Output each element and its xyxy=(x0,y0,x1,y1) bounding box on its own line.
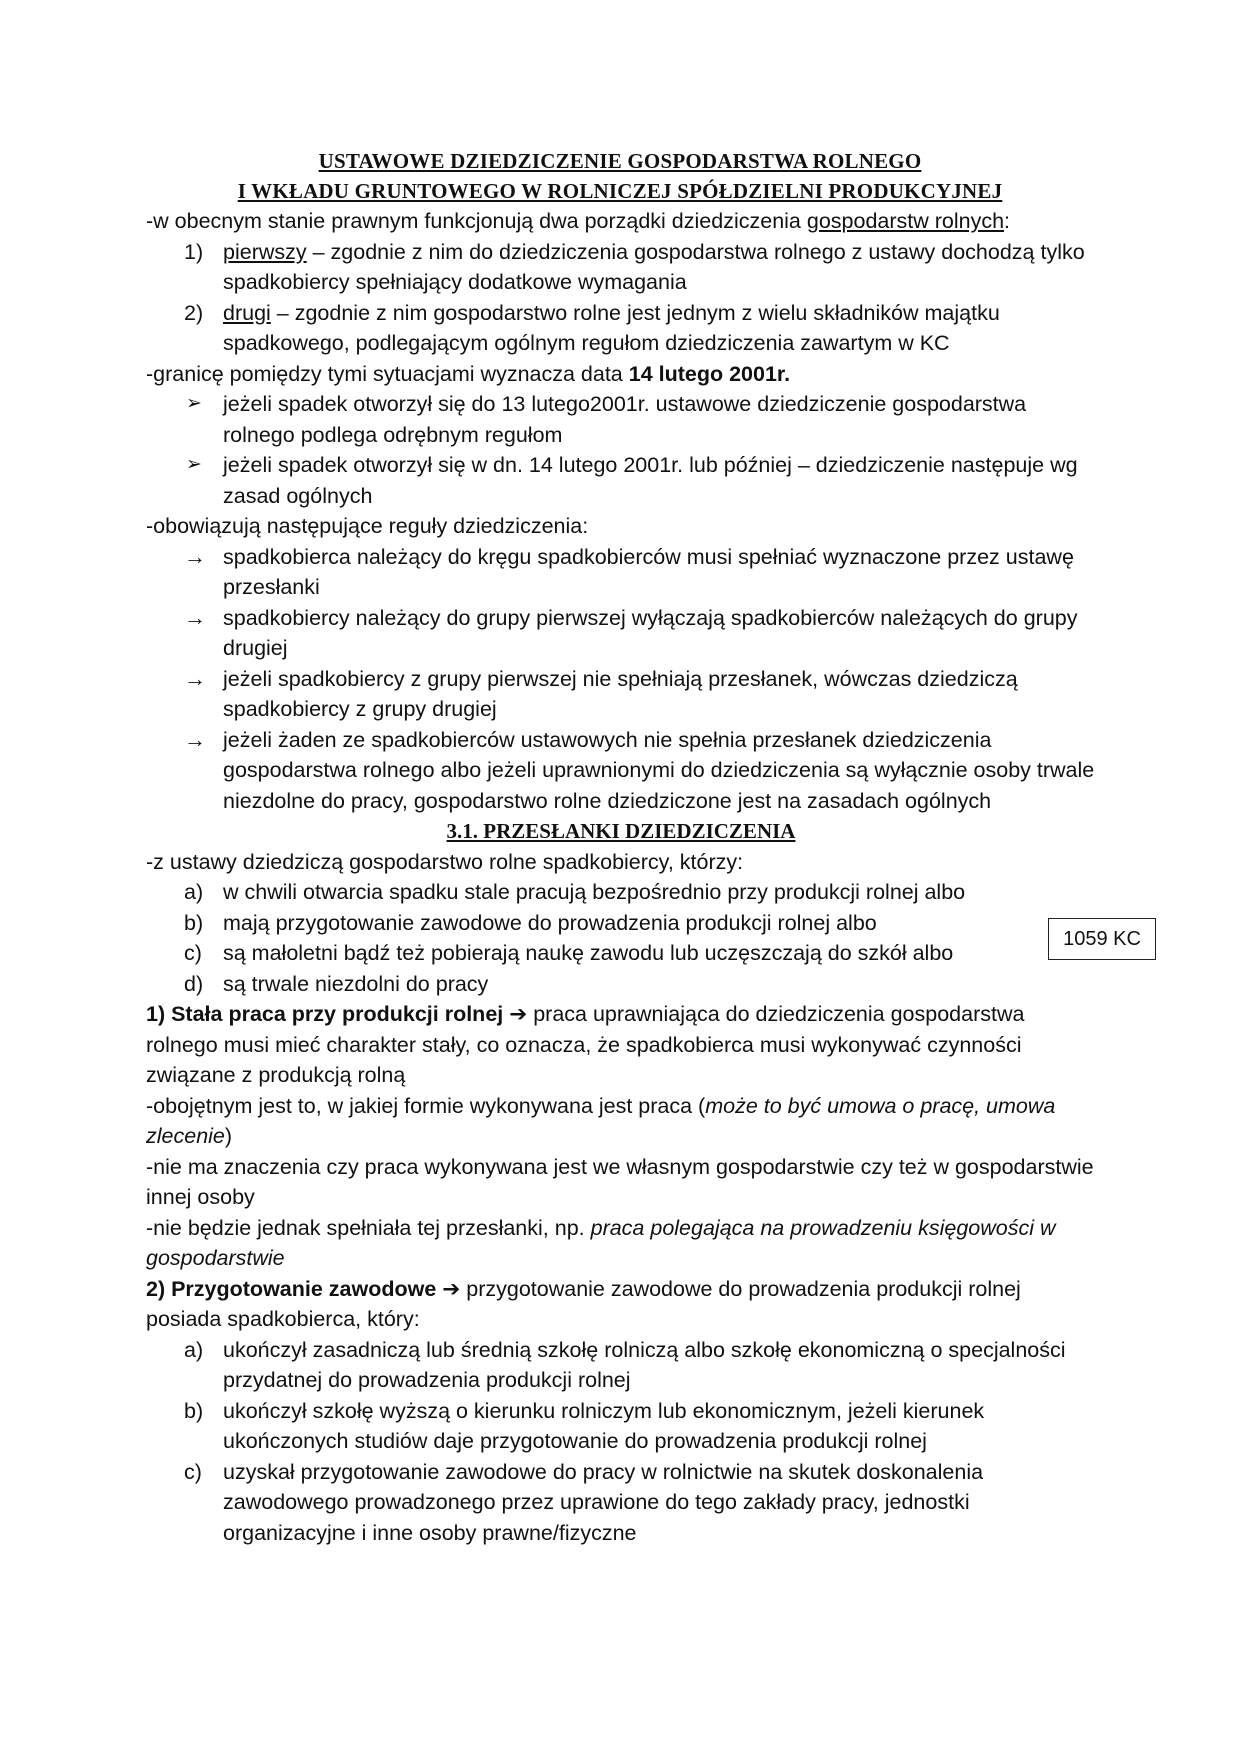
rules-intro: -obowiązują następujące reguły dziedziczenia: xyxy=(146,514,589,538)
document-body xyxy=(146,206,1096,1548)
arrow-bullet-icon: → xyxy=(184,726,206,752)
list-item-text: jeżeli spadkobiercy z grupy pierwszej nie spełniają przesłanek, wówczas dziedziczą spadkobiercy z grupy drugiej xyxy=(223,666,1018,721)
list-item xyxy=(146,298,1096,359)
list-item-text: jeżeli spadek otworzył się w dn. 14 lutego 2001r. lub później – dziedziczenie następuje wg zasad ogólnych xyxy=(223,453,1078,508)
list-marker: 1) xyxy=(184,239,204,264)
list-item-text: w chwili otwarcia spadku stale pracują bezpośrednio przy produkcji rolnej albo xyxy=(223,880,966,904)
work-heading: 1) Stała praca przy produkcji rolnej xyxy=(146,1002,510,1026)
list-marker: c) xyxy=(184,941,202,965)
list-item xyxy=(146,1335,1096,1396)
list-item xyxy=(146,450,1096,511)
arrow-right-icon: ➔ xyxy=(442,1276,461,1301)
list-marker: b) xyxy=(184,910,204,935)
list-item xyxy=(146,603,1096,664)
intro-tail: : xyxy=(1004,209,1011,233)
list-item-text: spadkobierca należący do kręgu spadkobierców musi spełniać wyznaczone przez ustawę przesłanki xyxy=(223,544,1074,599)
arrow-right-icon: ➔ xyxy=(509,1002,528,1026)
work-text: praca uprawniająca do dziedziczenia gospodarstwa rolnego musi mieć charakter stały, co oznacza, że spadkobierca musi wykonywać czynności związane z produkcją rolną xyxy=(146,1002,1025,1087)
boundary-date: 14 lutego 2001r. xyxy=(628,361,791,386)
arrow-bullet-icon: → xyxy=(184,665,206,691)
intro-paragraph xyxy=(146,206,1096,237)
list-item-text: ukończył szkołę wyższą o kierunku rolniczym lub ekonomicznym, jeżeli kierunek ukończonych studiów daje przygotowanie do prowadzenia produkcji rolnej xyxy=(223,1398,985,1453)
list-marker: c) xyxy=(184,1459,202,1484)
list-item-text: ukończył zasadniczą lub średnią szkołę rolniczą albo szkołę ekonomiczną o specjalności przydatnej do prowadzenia produkcji rolnej xyxy=(223,1337,1066,1392)
order-term: drugi xyxy=(223,300,271,325)
arrow-bullet-icon: → xyxy=(184,604,206,630)
boundary-paragraph xyxy=(146,359,1096,390)
intro-text: -w obecnym stanie prawnym funkcjonują dwa porządki dziedziczenia xyxy=(146,209,807,233)
triangle-bullet-icon: ➢ xyxy=(186,393,202,414)
prep-heading: 2) Przygotowanie zawodowe xyxy=(146,1276,443,1301)
work-exception-italic: praca polegająca na prowadzeniu księgowości w gospodarstwie xyxy=(146,1215,1056,1270)
premises-intro: -z ustawy dziedziczą gospodarstwo rolne spadkobiercy, którzy: xyxy=(146,849,744,874)
section-heading: 3.1. PRZESŁANKI DZIEDZICZENIA xyxy=(446,819,796,843)
order-term: pierwszy xyxy=(223,239,307,264)
list-item-text: są małoletni bądź też pobierają naukę zawodu lub uczęszczają do szkół albo xyxy=(223,941,954,965)
prep-text: przygotowanie zawodowe do prowadzenia produkcji rolnej posiada spadkobierca, który: xyxy=(146,1276,1021,1331)
arrow-bullet-icon: → xyxy=(184,543,206,569)
work-paragraph xyxy=(146,999,1096,1091)
list-item-text: jeżeli spadek otworzył się do 13 lutego2001r. ustawowe dziedziczenie gospodarstwa rolnego podlega odrębnym regułom xyxy=(223,392,1027,447)
list-item xyxy=(146,877,1043,908)
triangle-bullet-icon: ➢ xyxy=(186,454,202,475)
list-item xyxy=(146,664,1096,725)
work-place-paragraph: -nie ma znaczenia czy praca wykonywana jest we własnym gospodarstwie czy też w gospodarstwie innej osoby xyxy=(146,1154,1094,1209)
list-marker: 2) xyxy=(184,300,204,325)
order-text: – zgodnie z nim do dziedziczenia gospodarstwa rolnego z ustawy dochodzą tylko spadkobiercy spełniający dodatkowe wymagania xyxy=(223,239,1085,294)
boundary-text: -granicę pomiędzy tymi sytuacjami wyznacza data xyxy=(146,361,629,386)
list-item-text: mają przygotowanie zawodowe do prowadzenia produkcji rolnej albo xyxy=(223,910,877,935)
list-item xyxy=(146,1396,1096,1457)
page-title-line-1: USTAWOWE DZIEDZICZENIE GOSPODARSTWA ROLNEGO xyxy=(318,149,922,173)
work-exception-paragraph xyxy=(146,1213,1096,1274)
list-marker: b) xyxy=(184,1398,204,1423)
list-marker: d) xyxy=(184,971,204,996)
list-item-text: jeżeli żaden ze spadkobierców ustawowych nie spełnia przesłanek dziedziczenia gospodarstwa rolnego albo jeżeli uprawnionymi do dziedziczenia są wyłącznie osoby trwale niezdolne do pracy, gospodarstwo rolne dziedziczone jest na zasadach ogólnych xyxy=(223,727,1095,813)
list-item xyxy=(146,908,1043,939)
list-item-text: są trwale niezdolni do pracy xyxy=(223,971,489,996)
list-item-text: uzyskał przygotowanie zawodowe do pracy w rolnictwie na skutek doskonalenia zawodowego prowadzonego przez uprawione do tego zakłady pracy, jednostki organizacyjne i inne osoby prawne/fizyczne xyxy=(223,1459,984,1545)
work-form-text: -obojętnym jest to, w jakiej formie wykonywana jest praca ( xyxy=(146,1093,706,1118)
list-item xyxy=(146,969,1096,1000)
work-form-paragraph xyxy=(146,1091,1096,1152)
list-marker: a) xyxy=(184,1337,204,1362)
work-exception-text: -nie będzie jednak spełniała tej przesłanki, np. xyxy=(146,1215,591,1240)
work-form-tail: ) xyxy=(224,1124,233,1148)
list-item xyxy=(146,1457,1096,1549)
list-marker: a) xyxy=(184,880,204,904)
list-item xyxy=(146,389,1096,450)
list-item xyxy=(146,542,1096,603)
page-title-line-2: I WKŁADU GRUNTOWEGO W ROLNICZEJ SPÓŁDZIELNI PRODUKCYJNEJ xyxy=(237,179,1003,203)
list-item xyxy=(146,938,1096,969)
list-item-text: spadkobiercy należący do grupy pierwszej wyłączają spadkobierców należących do grupy drugiej xyxy=(223,605,1078,660)
work-form-italic: może to być umowa o pracę, umowa zlecenie xyxy=(146,1093,1056,1148)
prep-paragraph xyxy=(146,1274,1096,1335)
intro-underlined-term: gospodarstw rolnych xyxy=(806,209,1005,233)
kc-reference-box: 1059 KC xyxy=(1048,918,1156,960)
order-text: – zgodnie z nim gospodarstwo rolne jest jednym z wielu składników majątku spadkowego, podlegającym ogólnym regułom dziedziczenia zawartym w KC xyxy=(223,300,1000,355)
list-item xyxy=(146,237,1096,298)
list-item xyxy=(146,725,1096,817)
